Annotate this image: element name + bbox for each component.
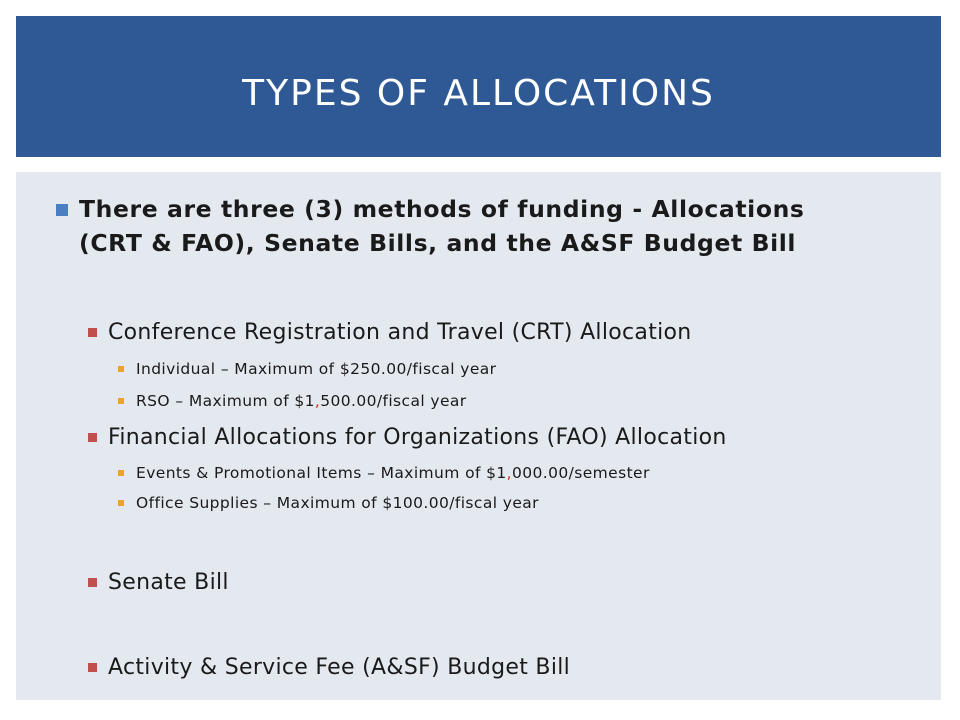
bullet-crt-rso	[118, 390, 467, 412]
square-bullet-icon	[118, 470, 124, 476]
bullet-fao	[88, 423, 727, 453]
slide-title: TYPES OF ALLOCATIONS	[242, 73, 715, 114]
fao-events-part-1: Events & Promotional Items – Maximum of $1	[136, 464, 507, 482]
bullet-senate-bill	[88, 568, 229, 598]
bullet-methods-of-funding	[56, 192, 804, 260]
title-band	[16, 16, 941, 157]
crt-rso-comma: ,	[314, 392, 321, 410]
bullet-fao-office	[118, 492, 539, 514]
square-bullet-icon	[88, 663, 97, 672]
fao-label: Financial Allocations for Organizations (FAO) Allocation	[108, 425, 727, 450]
bullet-fao-events	[118, 462, 650, 484]
senate-bill-label: Senate Bill	[108, 570, 229, 595]
square-bullet-icon	[88, 328, 97, 337]
square-bullet-icon	[56, 204, 68, 216]
bullet-crt-individual	[118, 358, 496, 380]
bullet-crt	[88, 318, 692, 348]
bullet-asf-budget-bill	[88, 653, 570, 683]
fao-events-comma: ,	[506, 464, 512, 482]
fao-events-label	[136, 464, 650, 482]
crt-individual-label: Individual – Maximum of $250.00/fiscal year	[136, 360, 497, 378]
crt-rso-part-2: 500.00/fiscal year	[320, 392, 467, 410]
crt-rso-part-1: RSO – Maximum of $1	[136, 392, 315, 410]
asf-budget-bill-label: Activity & Service Fee (A&SF) Budget Bill	[108, 655, 571, 680]
square-bullet-icon	[88, 578, 97, 587]
square-bullet-icon	[118, 500, 124, 506]
crt-rso-label	[136, 392, 467, 410]
fao-events-part-2: 000.00/semester	[512, 464, 650, 482]
fao-office-label: Office Supplies – Maximum of $100.00/fiscal year	[136, 494, 539, 512]
square-bullet-icon	[88, 433, 97, 442]
square-bullet-icon	[118, 398, 124, 404]
square-bullet-icon	[118, 366, 124, 372]
methods-line-2: (CRT & FAO), Senate Bills, and the A&SF Budget Bill	[79, 229, 797, 257]
crt-label: Conference Registration and Travel (CRT) Allocation	[108, 320, 692, 345]
slide-content	[16, 172, 941, 700]
methods-line-1: There are three (3) methods of funding - Allocations	[79, 195, 805, 223]
